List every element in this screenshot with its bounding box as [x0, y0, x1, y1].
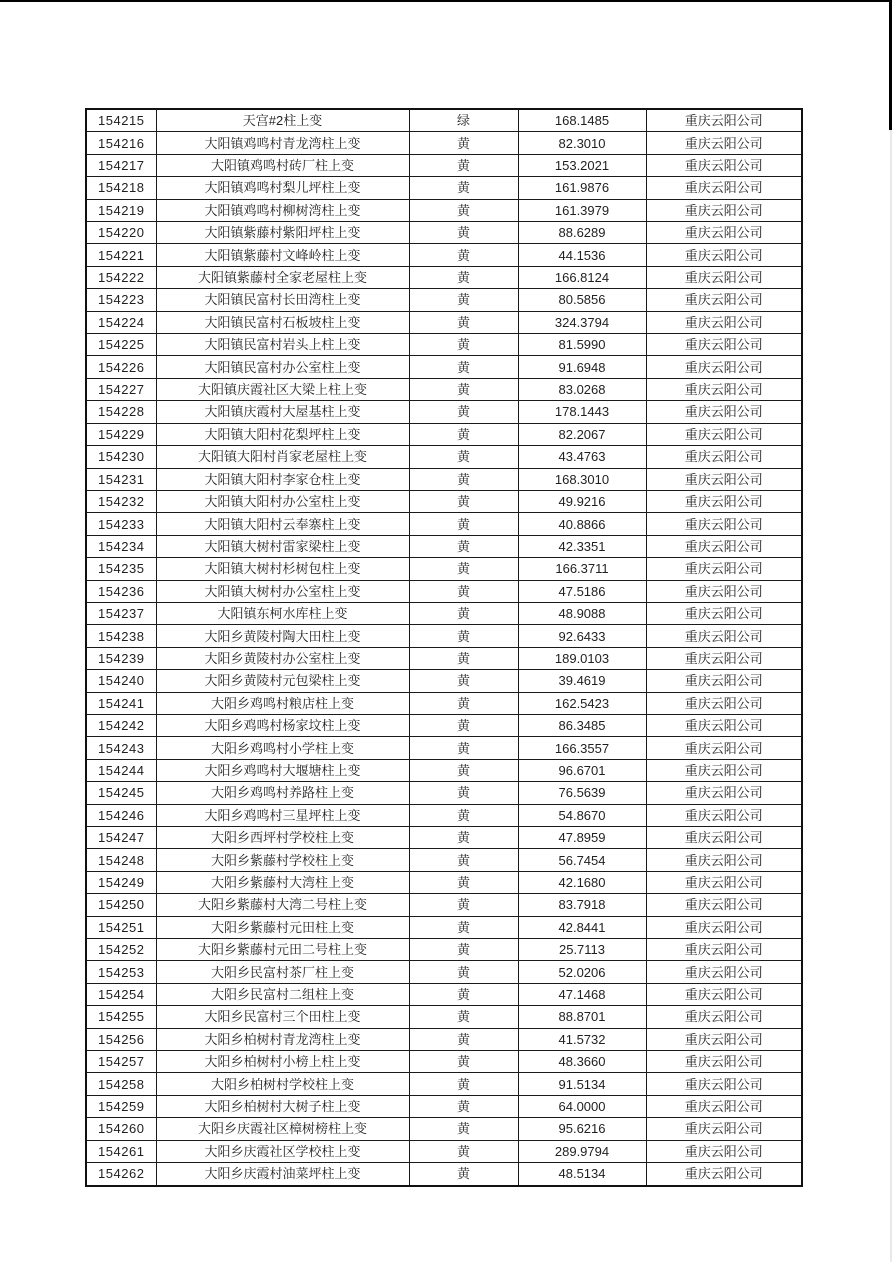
cell-value: 92.6433: [518, 625, 646, 647]
cell-value: 25.7113: [518, 939, 646, 961]
cell-record-id: 154231: [86, 468, 156, 490]
cell-color-grade: 黄: [409, 513, 518, 535]
cell-value: 76.5639: [518, 782, 646, 804]
cell-color-grade: 黄: [409, 670, 518, 692]
cell-station-name: 大阳乡庆霞社区樟树榜柱上变: [156, 1118, 409, 1140]
cell-value: 88.8701: [518, 1006, 646, 1028]
cell-color-grade: 黄: [409, 782, 518, 804]
cell-color-grade: 黄: [409, 311, 518, 333]
cell-color-grade: 黄: [409, 961, 518, 983]
table-row: [86, 916, 802, 938]
cell-value: 42.3351: [518, 535, 646, 557]
cell-color-grade: 黄: [409, 804, 518, 826]
cell-company: 重庆云阳公司: [646, 580, 802, 602]
cell-station-name: 大阳乡鸡鸣村小学柱上变: [156, 737, 409, 759]
cell-company: 重庆云阳公司: [646, 513, 802, 535]
table-row: [86, 1095, 802, 1117]
cell-color-grade: 黄: [409, 334, 518, 356]
cell-company: 重庆云阳公司: [646, 1028, 802, 1050]
table-row: [86, 961, 802, 983]
cell-value: 161.9876: [518, 177, 646, 199]
cell-color-grade: 黄: [409, 423, 518, 445]
cell-record-id: 154256: [86, 1028, 156, 1050]
cell-station-name: 大阳镇大树村雷家梁柱上变: [156, 535, 409, 557]
cell-record-id: 154226: [86, 356, 156, 378]
cell-station-name: 大阳乡黄陵村陶大田柱上变: [156, 625, 409, 647]
cell-value: 168.1485: [518, 109, 646, 132]
cell-value: 88.6289: [518, 222, 646, 244]
cell-company: 重庆云阳公司: [646, 916, 802, 938]
cell-record-id: 154215: [86, 109, 156, 132]
cell-station-name: 大阳乡紫藤村元田二号柱上变: [156, 939, 409, 961]
cell-color-grade: 黄: [409, 759, 518, 781]
table-row: [86, 580, 802, 602]
cell-value: 83.7918: [518, 894, 646, 916]
cell-value: 166.8124: [518, 266, 646, 288]
cell-color-grade: 黄: [409, 1051, 518, 1073]
cell-company: 重庆云阳公司: [646, 939, 802, 961]
cell-company: 重庆云阳公司: [646, 1140, 802, 1162]
cell-company: 重庆云阳公司: [646, 289, 802, 311]
cell-station-name: 大阳镇大阳村云奉寨柱上变: [156, 513, 409, 535]
cell-company: 重庆云阳公司: [646, 737, 802, 759]
cell-station-name: 大阳乡柏树村学校柱上变: [156, 1073, 409, 1095]
cell-company: 重庆云阳公司: [646, 983, 802, 1005]
cell-value: 44.1536: [518, 244, 646, 266]
cell-value: 42.1680: [518, 871, 646, 893]
cell-record-id: 154246: [86, 804, 156, 826]
table-row: [86, 177, 802, 199]
cell-record-id: 154254: [86, 983, 156, 1005]
cell-station-name: 大阳镇庆霞村大屋基柱上变: [156, 401, 409, 423]
cell-record-id: 154216: [86, 132, 156, 154]
cell-value: 39.4619: [518, 670, 646, 692]
cell-value: 80.5856: [518, 289, 646, 311]
cell-record-id: 154244: [86, 759, 156, 781]
cell-value: 86.3485: [518, 714, 646, 736]
cell-color-grade: 黄: [409, 894, 518, 916]
cell-company: 重庆云阳公司: [646, 1073, 802, 1095]
cell-color-grade: 黄: [409, 1118, 518, 1140]
table-row: [86, 1118, 802, 1140]
cell-station-name: 大阳镇民富村办公室柱上变: [156, 356, 409, 378]
cell-station-name: 大阳乡紫藤村大湾柱上变: [156, 871, 409, 893]
cell-value: 96.6701: [518, 759, 646, 781]
table-row: [86, 334, 802, 356]
cell-record-id: 154260: [86, 1118, 156, 1140]
cell-company: 重庆云阳公司: [646, 961, 802, 983]
cell-record-id: 154247: [86, 827, 156, 849]
cell-station-name: 大阳乡鸡鸣村粮店柱上变: [156, 692, 409, 714]
cell-record-id: 154262: [86, 1163, 156, 1186]
table-row: [86, 490, 802, 512]
cell-color-grade: 黄: [409, 177, 518, 199]
cell-station-name: 大阳乡紫藤村元田柱上变: [156, 916, 409, 938]
table-row: [86, 692, 802, 714]
cell-station-name: 大阳乡鸡鸣村杨家坟柱上变: [156, 714, 409, 736]
cell-color-grade: 黄: [409, 222, 518, 244]
table-row: [86, 827, 802, 849]
table-row: [86, 782, 802, 804]
table-row: [86, 558, 802, 580]
cell-value: 82.2067: [518, 423, 646, 445]
scan-top-edge-line: [0, 0, 892, 2]
cell-company: 重庆云阳公司: [646, 1051, 802, 1073]
cell-color-grade: 黄: [409, 558, 518, 580]
cell-station-name: 大阳乡柏树村小榜上柱上变: [156, 1051, 409, 1073]
cell-value: 54.8670: [518, 804, 646, 826]
cell-record-id: 154253: [86, 961, 156, 983]
cell-value: 324.3794: [518, 311, 646, 333]
cell-record-id: 154245: [86, 782, 156, 804]
cell-station-name: 大阳乡民富村三个田柱上变: [156, 1006, 409, 1028]
cell-company: 重庆云阳公司: [646, 244, 802, 266]
cell-record-id: 154261: [86, 1140, 156, 1162]
cell-record-id: 154250: [86, 894, 156, 916]
cell-company: 重庆云阳公司: [646, 1118, 802, 1140]
cell-value: 52.0206: [518, 961, 646, 983]
cell-color-grade: 黄: [409, 446, 518, 468]
cell-record-id: 154235: [86, 558, 156, 580]
cell-station-name: 大阳乡柏树村大树子柱上变: [156, 1095, 409, 1117]
cell-value: 83.0268: [518, 378, 646, 400]
cell-station-name: 大阳镇鸡鸣村青龙湾柱上变: [156, 132, 409, 154]
cell-company: 重庆云阳公司: [646, 558, 802, 580]
table-row: [86, 737, 802, 759]
cell-record-id: 154230: [86, 446, 156, 468]
cell-value: 41.5732: [518, 1028, 646, 1050]
cell-value: 162.5423: [518, 692, 646, 714]
cell-record-id: 154252: [86, 939, 156, 961]
cell-company: 重庆云阳公司: [646, 378, 802, 400]
cell-company: 重庆云阳公司: [646, 692, 802, 714]
cell-color-grade: 黄: [409, 916, 518, 938]
cell-company: 重庆云阳公司: [646, 177, 802, 199]
cell-record-id: 154248: [86, 849, 156, 871]
cell-company: 重庆云阳公司: [646, 670, 802, 692]
table-row: [86, 154, 802, 176]
cell-station-name: 大阳镇庆霞社区大梁上柱上变: [156, 378, 409, 400]
cell-value: 289.9794: [518, 1140, 646, 1162]
cell-record-id: 154237: [86, 602, 156, 624]
table-row: [86, 109, 802, 132]
cell-station-name: 大阳镇民富村长田湾柱上变: [156, 289, 409, 311]
table-row: [86, 1073, 802, 1095]
cell-color-grade: 黄: [409, 625, 518, 647]
cell-value: 153.2021: [518, 154, 646, 176]
cell-value: 178.1443: [518, 401, 646, 423]
cell-color-grade: 黄: [409, 1006, 518, 1028]
cell-company: 重庆云阳公司: [646, 602, 802, 624]
cell-company: 重庆云阳公司: [646, 423, 802, 445]
cell-station-name: 大阳镇紫藤村文峰岭柱上变: [156, 244, 409, 266]
cell-company: 重庆云阳公司: [646, 446, 802, 468]
cell-record-id: 154240: [86, 670, 156, 692]
cell-station-name: 大阳镇紫藤村紫阳坪柱上变: [156, 222, 409, 244]
cell-record-id: 154241: [86, 692, 156, 714]
cell-value: 95.6216: [518, 1118, 646, 1140]
cell-record-id: 154223: [86, 289, 156, 311]
transformer-table-body: [86, 109, 802, 1186]
cell-company: 重庆云阳公司: [646, 311, 802, 333]
cell-company: 重庆云阳公司: [646, 782, 802, 804]
cell-value: 82.3010: [518, 132, 646, 154]
cell-value: 49.9216: [518, 490, 646, 512]
table-row: [86, 513, 802, 535]
table-row: [86, 804, 802, 826]
cell-company: 重庆云阳公司: [646, 759, 802, 781]
cell-color-grade: 黄: [409, 1163, 518, 1186]
cell-value: 47.1468: [518, 983, 646, 1005]
cell-company: 重庆云阳公司: [646, 714, 802, 736]
cell-company: 重庆云阳公司: [646, 154, 802, 176]
cell-station-name: 大阳乡鸡鸣村大堰塘柱上变: [156, 759, 409, 781]
cell-company: 重庆云阳公司: [646, 625, 802, 647]
cell-value: 48.9088: [518, 602, 646, 624]
cell-record-id: 154234: [86, 535, 156, 557]
cell-record-id: 154249: [86, 871, 156, 893]
cell-record-id: 154236: [86, 580, 156, 602]
transformer-table: [85, 108, 803, 1187]
table-row: [86, 1051, 802, 1073]
cell-color-grade: 黄: [409, 468, 518, 490]
cell-record-id: 154218: [86, 177, 156, 199]
cell-station-name: 大阳镇大树村办公室柱上变: [156, 580, 409, 602]
table-row: [86, 1140, 802, 1162]
table-row: [86, 423, 802, 445]
cell-company: 重庆云阳公司: [646, 356, 802, 378]
cell-color-grade: 黄: [409, 983, 518, 1005]
table-row: [86, 132, 802, 154]
cell-station-name: 大阳镇大阳村办公室柱上变: [156, 490, 409, 512]
cell-value: 47.8959: [518, 827, 646, 849]
table-row: [86, 1028, 802, 1050]
cell-company: 重庆云阳公司: [646, 535, 802, 557]
cell-value: 56.7454: [518, 849, 646, 871]
table-row: [86, 894, 802, 916]
table-row: [86, 1163, 802, 1186]
cell-value: 48.5134: [518, 1163, 646, 1186]
cell-value: 91.5134: [518, 1073, 646, 1095]
cell-value: 161.3979: [518, 199, 646, 221]
table-row: [86, 535, 802, 557]
cell-station-name: 大阳乡西坪村学校柱上变: [156, 827, 409, 849]
cell-record-id: 154225: [86, 334, 156, 356]
cell-station-name: 大阳乡民富村二组柱上变: [156, 983, 409, 1005]
cell-color-grade: 黄: [409, 401, 518, 423]
cell-station-name: 大阳镇大阳村李家仓柱上变: [156, 468, 409, 490]
cell-record-id: 154224: [86, 311, 156, 333]
cell-company: 重庆云阳公司: [646, 199, 802, 221]
cell-station-name: 大阳镇鸡鸣村柳树湾柱上变: [156, 199, 409, 221]
cell-station-name: 大阳镇民富村岩头上柱上变: [156, 334, 409, 356]
cell-color-grade: 黄: [409, 1028, 518, 1050]
cell-value: 91.6948: [518, 356, 646, 378]
table-row: [86, 289, 802, 311]
cell-value: 166.3557: [518, 737, 646, 759]
cell-station-name: 大阳镇民富村石板坡柱上变: [156, 311, 409, 333]
table-row: [86, 939, 802, 961]
cell-value: 48.3660: [518, 1051, 646, 1073]
cell-record-id: 154251: [86, 916, 156, 938]
cell-record-id: 154238: [86, 625, 156, 647]
cell-record-id: 154222: [86, 266, 156, 288]
table-row: [86, 849, 802, 871]
cell-company: 重庆云阳公司: [646, 468, 802, 490]
cell-record-id: 154255: [86, 1006, 156, 1028]
cell-station-name: 大阳镇大阳村花梨坪柱上变: [156, 423, 409, 445]
cell-station-name: 大阳乡民富村茶厂柱上变: [156, 961, 409, 983]
cell-station-name: 大阳镇大树村杉树包柱上变: [156, 558, 409, 580]
cell-color-grade: 黄: [409, 199, 518, 221]
cell-color-grade: 黄: [409, 939, 518, 961]
cell-station-name: 天宫#2柱上变: [156, 109, 409, 132]
table-row: [86, 356, 802, 378]
table-row: [86, 244, 802, 266]
cell-color-grade: 绿: [409, 109, 518, 132]
cell-color-grade: 黄: [409, 132, 518, 154]
cell-company: 重庆云阳公司: [646, 109, 802, 132]
cell-record-id: 154219: [86, 199, 156, 221]
cell-value: 81.5990: [518, 334, 646, 356]
cell-record-id: 154232: [86, 490, 156, 512]
cell-company: 重庆云阳公司: [646, 1095, 802, 1117]
cell-value: 40.8866: [518, 513, 646, 535]
cell-value: 189.0103: [518, 647, 646, 669]
table-row: [86, 714, 802, 736]
cell-value: 166.3711: [518, 558, 646, 580]
cell-company: 重庆云阳公司: [646, 490, 802, 512]
table-row: [86, 670, 802, 692]
table-row: [86, 266, 802, 288]
cell-record-id: 154233: [86, 513, 156, 535]
cell-station-name: 大阳镇鸡鸣村砖厂柱上变: [156, 154, 409, 176]
cell-company: 重庆云阳公司: [646, 894, 802, 916]
cell-color-grade: 黄: [409, 1140, 518, 1162]
cell-station-name: 大阳镇紫藤村全家老屋柱上变: [156, 266, 409, 288]
cell-station-name: 大阳乡鸡鸣村养路柱上变: [156, 782, 409, 804]
cell-color-grade: 黄: [409, 871, 518, 893]
cell-station-name: 大阳乡黄陵村元包梁柱上变: [156, 670, 409, 692]
cell-company: 重庆云阳公司: [646, 266, 802, 288]
cell-color-grade: 黄: [409, 1073, 518, 1095]
table-row: [86, 759, 802, 781]
cell-color-grade: 黄: [409, 378, 518, 400]
cell-color-grade: 黄: [409, 535, 518, 557]
table-row: [86, 647, 802, 669]
cell-record-id: 154229: [86, 423, 156, 445]
table-row: [86, 1006, 802, 1028]
table-row: [86, 378, 802, 400]
cell-station-name: 大阳乡柏树村青龙湾柱上变: [156, 1028, 409, 1050]
cell-value: 43.4763: [518, 446, 646, 468]
table-row: [86, 222, 802, 244]
cell-color-grade: 黄: [409, 849, 518, 871]
cell-color-grade: 黄: [409, 154, 518, 176]
cell-record-id: 154228: [86, 401, 156, 423]
cell-record-id: 154257: [86, 1051, 156, 1073]
cell-color-grade: 黄: [409, 692, 518, 714]
cell-company: 重庆云阳公司: [646, 132, 802, 154]
cell-station-name: 大阳乡紫藤村学校柱上变: [156, 849, 409, 871]
cell-company: 重庆云阳公司: [646, 222, 802, 244]
cell-value: 47.5186: [518, 580, 646, 602]
table-row: [86, 468, 802, 490]
cell-color-grade: 黄: [409, 266, 518, 288]
cell-company: 重庆云阳公司: [646, 804, 802, 826]
cell-color-grade: 黄: [409, 714, 518, 736]
cell-station-name: 大阳镇鸡鸣村梨儿坪柱上变: [156, 177, 409, 199]
cell-color-grade: 黄: [409, 580, 518, 602]
cell-value: 168.3010: [518, 468, 646, 490]
table-row: [86, 602, 802, 624]
cell-color-grade: 黄: [409, 602, 518, 624]
cell-company: 重庆云阳公司: [646, 849, 802, 871]
cell-company: 重庆云阳公司: [646, 1006, 802, 1028]
cell-station-name: 大阳镇东柯水库柱上变: [156, 602, 409, 624]
cell-record-id: 154258: [86, 1073, 156, 1095]
cell-record-id: 154221: [86, 244, 156, 266]
table-row: [86, 871, 802, 893]
table-row: [86, 401, 802, 423]
cell-station-name: 大阳乡庆霞村油菜坪柱上变: [156, 1163, 409, 1186]
cell-station-name: 大阳乡鸡鸣村三星坪柱上变: [156, 804, 409, 826]
cell-value: 42.8441: [518, 916, 646, 938]
table-row: [86, 625, 802, 647]
cell-color-grade: 黄: [409, 647, 518, 669]
cell-value: 64.0000: [518, 1095, 646, 1117]
table-row: [86, 199, 802, 221]
cell-station-name: 大阳乡黄陵村办公室柱上变: [156, 647, 409, 669]
cell-color-grade: 黄: [409, 1095, 518, 1117]
table-row: [86, 446, 802, 468]
cell-company: 重庆云阳公司: [646, 871, 802, 893]
cell-record-id: 154242: [86, 714, 156, 736]
cell-color-grade: 黄: [409, 827, 518, 849]
cell-station-name: 大阳镇大阳村肖家老屋柱上变: [156, 446, 409, 468]
cell-company: 重庆云阳公司: [646, 1163, 802, 1186]
cell-record-id: 154227: [86, 378, 156, 400]
cell-color-grade: 黄: [409, 737, 518, 759]
cell-station-name: 大阳乡紫藤村大湾二号柱上变: [156, 894, 409, 916]
cell-color-grade: 黄: [409, 289, 518, 311]
cell-company: 重庆云阳公司: [646, 827, 802, 849]
cell-color-grade: 黄: [409, 490, 518, 512]
cell-company: 重庆云阳公司: [646, 647, 802, 669]
cell-color-grade: 黄: [409, 244, 518, 266]
cell-company: 重庆云阳公司: [646, 334, 802, 356]
table-row: [86, 983, 802, 1005]
cell-record-id: 154239: [86, 647, 156, 669]
cell-color-grade: 黄: [409, 356, 518, 378]
cell-record-id: 154243: [86, 737, 156, 759]
cell-company: 重庆云阳公司: [646, 401, 802, 423]
cell-station-name: 大阳乡庆霞社区学校柱上变: [156, 1140, 409, 1162]
table-row: [86, 311, 802, 333]
cell-record-id: 154259: [86, 1095, 156, 1117]
cell-record-id: 154217: [86, 154, 156, 176]
cell-record-id: 154220: [86, 222, 156, 244]
